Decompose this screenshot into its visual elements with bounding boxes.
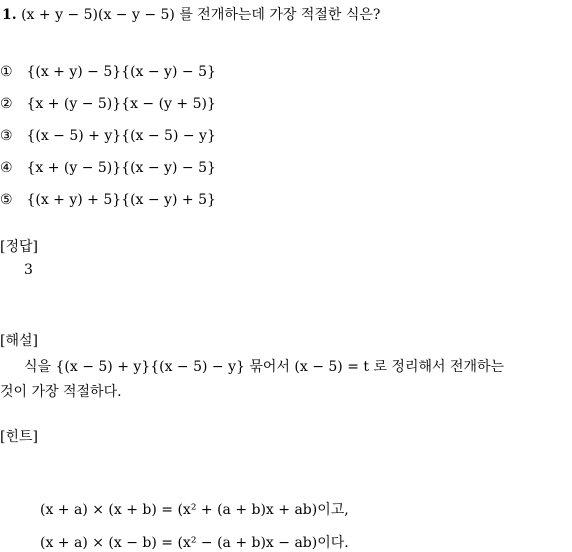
answer-label: [정답] [0, 239, 38, 255]
choice-2-text: {x + (y − 5)}{x − (y + 5)} [26, 96, 216, 112]
hint-formula-1: (x + a) × (x + b) = (x² + (a + b)x + ab)이고, [40, 502, 349, 518]
choice-1 [0, 64, 216, 80]
choice-3-mark: ③ [0, 128, 13, 144]
choice-3 [0, 128, 216, 144]
choice-5-mark: ⑤ [0, 192, 13, 208]
question-line [2, 4, 380, 24]
choice-2 [0, 96, 216, 112]
choice-5-text: {(x + y) + 5}{(x − y) + 5} [26, 192, 216, 208]
explanation-label: [해설] [0, 333, 38, 349]
choice-4-mark: ④ [0, 160, 13, 176]
explanation-line-2: 것이 가장 적절하다. [0, 384, 122, 400]
choice-4 [0, 160, 216, 176]
choice-4-text: {x + (y − 5)}{(x − y) − 5} [26, 160, 216, 176]
answer-value: 3 [24, 262, 33, 278]
choice-1-mark: ① [0, 64, 13, 80]
choice-5 [0, 192, 216, 208]
choice-3-text: {(x − 5) + y}{(x − 5) − y} [26, 128, 216, 144]
explanation-line-1: 식을 {(x − 5) + y}{(x − 5) − y} 묶어서 (x − 5) = t 로 정리해서 전개하는 [24, 359, 505, 375]
choice-1-text: {(x + y) − 5}{(x − y) − 5} [26, 64, 216, 80]
hint-label: [힌트] [0, 429, 38, 445]
question-text: (x + y − 5)(x − y − 5) 를 전개하는데 가장 적절한 식은? [21, 7, 381, 23]
hint-formula-2: (x + a) × (x − b) = (x² − (a + b)x − ab)이다. [40, 535, 349, 551]
question-number: 1. [2, 7, 17, 23]
choice-2-mark: ② [0, 96, 13, 112]
